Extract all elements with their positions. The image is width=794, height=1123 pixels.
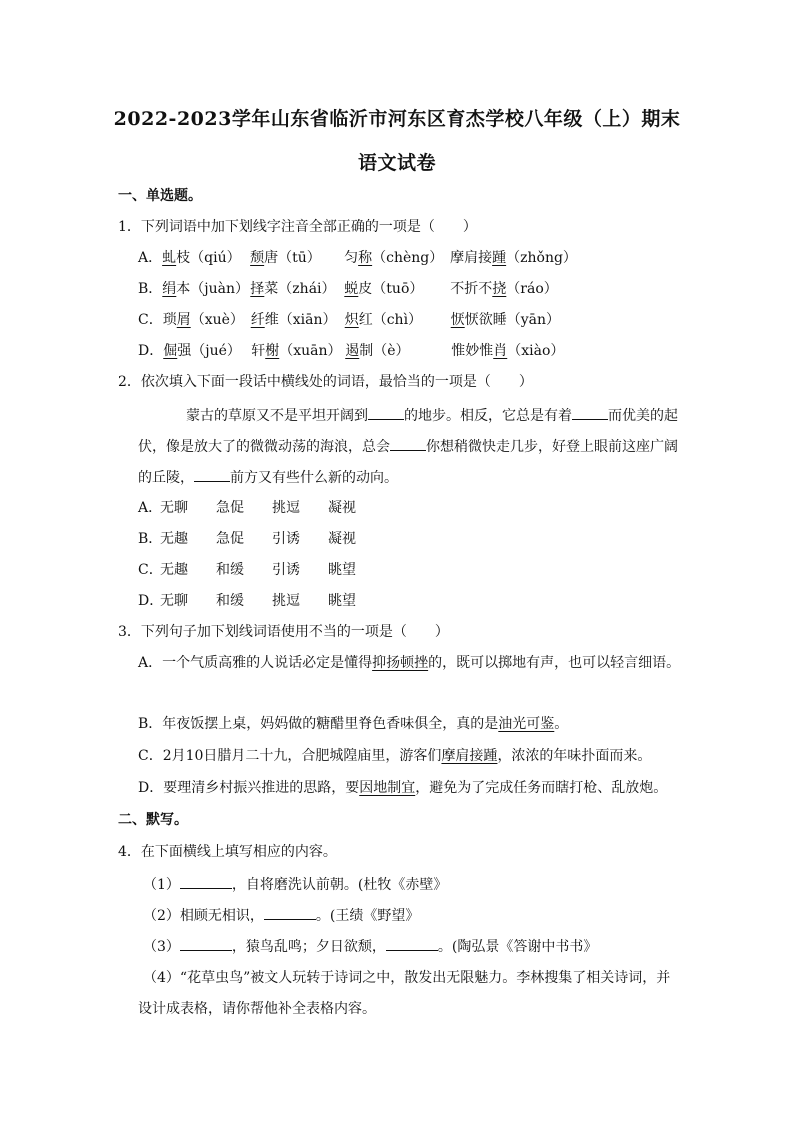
option-word-2: 择菜（zhái） (250, 281, 336, 297)
option-word-4: 惟妙惟肖（xiào） (451, 343, 565, 359)
q2-passage-line2: 伏，像是放大了的微微动荡的海浪，总会 你想稍微快走几步，好登上眼前这座广阔 (138, 436, 678, 457)
fill-blank[interactable] (264, 905, 316, 920)
q3-option-a: A．一个气质高雅的人说话必定是懂得抑扬顿挫的，既可以掷地有声，也可以轻言细语。 (138, 655, 681, 671)
q4-item-1: （1） ，自将磨洗认前朝。(杜牧《赤壁》 (143, 874, 447, 895)
option-label: A． (138, 250, 163, 266)
q4-item-4-line2: 设计成表格，请你帮他补全表格内容。 (138, 1001, 376, 1017)
q1-option-d (138, 341, 564, 361)
option-word-4: 不折不挠（ráo） (450, 281, 558, 297)
q2-stem: 2．依次填入下面一段话中横线处的词语，最恰当的一项是（ ） (118, 374, 533, 390)
option-word-1: 琐屑（xuè） (162, 312, 244, 328)
q1-option-b (138, 279, 558, 299)
q3-option-d: D．要理清乡村振兴推进的思路，要因地制宜，避免为了完成任务而瞎打枪、乱放炮。 (138, 780, 668, 796)
fill-blank[interactable] (180, 936, 232, 951)
q3-option-b: B．年夜饭摆上桌，妈妈做的糖醋里脊色香味俱全，真的是油光可鉴。 (138, 716, 569, 732)
q1-option-c (138, 310, 560, 330)
option-word-3: 遏制（è） (345, 343, 410, 359)
q1-option-a (138, 248, 577, 268)
option-word-2: 纤维（xiān） (250, 312, 337, 328)
q3-stem: 3．下列句子加下划线词语使用不当的一项是（ ） (118, 624, 449, 640)
q2-option-a: A．无聊 急促 挑逗 凝视 (138, 500, 356, 516)
q4-stem: 4．在下面横线上填写相应的内容。 (118, 844, 337, 860)
exam-title-line2: 语文试卷 (357, 152, 436, 174)
fill-blank[interactable] (572, 405, 608, 420)
section1-heading: 一、单选题。 (118, 188, 202, 204)
fill-blank[interactable] (194, 467, 230, 482)
option-label: B． (138, 281, 163, 297)
option-word-3: 炽红（chì） (344, 312, 423, 328)
fill-blank[interactable] (180, 874, 232, 889)
fill-blank[interactable] (386, 936, 438, 951)
q2-option-c: C．无趣 和缓 引诱 眺望 (138, 562, 356, 578)
option-word-1: 倔强（jué） (163, 343, 241, 359)
option-label: D． (138, 343, 164, 359)
q3-option-c: C．2月10日腊月二十九，合肥城隍庙里，游客们摩肩接踵，浓浓的年味扑面而来。 (138, 748, 652, 764)
option-word-4: 摩肩接踵（zhǒng） (450, 250, 577, 266)
q2-passage-line3: 的丘陵， 前方又有些什么新的动向。 (138, 467, 398, 488)
option-word-3: 蜕皮（tuō） (344, 281, 424, 297)
fill-blank[interactable] (368, 405, 404, 420)
option-label: C． (138, 312, 163, 328)
q1-stem: 1．下列词语中加下划线字注音全部正确的一项是（ ） (118, 219, 477, 235)
option-word-2: 轩榭（xuān） (251, 343, 342, 359)
q2-option-d: D．无聊 和缓 挑逗 眺望 (138, 593, 356, 609)
q2-passage-line1: 蒙古的草原又不是平坦开阔到 的地步。相反，它总是有着 而优美的起 (186, 405, 678, 426)
q4-item-2: （2）相顾无相识， 。(王绩《野望》 (143, 905, 419, 926)
option-word-1: 绢本（juàn） (162, 281, 250, 297)
section2-heading: 二、默写。 (118, 812, 188, 828)
q2-option-b: B．无趣 急促 引诱 凝视 (138, 531, 356, 547)
fill-blank[interactable] (390, 436, 426, 451)
option-word-4: 恹恹欲睡（yān） (450, 312, 560, 328)
option-word-1: 虬枝（qiú） (162, 250, 241, 266)
exam-title-line1: 2022-2023学年山东省临沂市河东区育杰学校八年级（上）期末 (113, 108, 681, 130)
option-word-3: 匀称（chèng） (344, 250, 444, 266)
q4-item-3: （3） ，猿鸟乱鸣；夕日欲颓， 。(陶弘景《答谢中书书》 (143, 936, 597, 957)
option-word-2: 颓唐（tū） (250, 250, 321, 266)
q4-item-4-line1: （4）“花草虫鸟”被文人玩转于诗词之中，散发出无限魅力。李林搜集了相关诗词，并 (143, 970, 671, 986)
